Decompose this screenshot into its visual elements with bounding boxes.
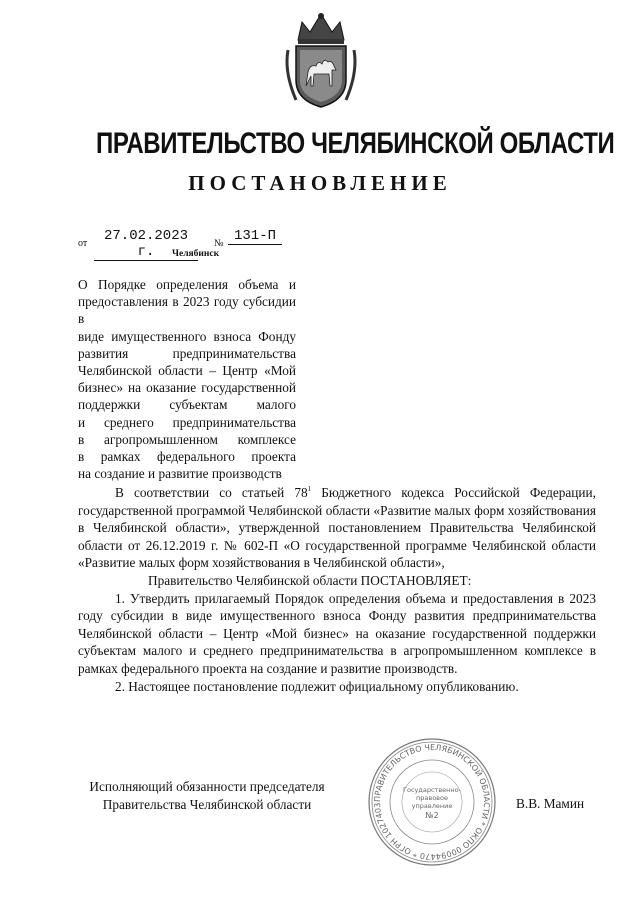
seal-inner-text: правовое bbox=[416, 794, 448, 802]
body-paragraph-2: Правительство Челябинской области ПОСТАНОВЛЯЕТ: bbox=[148, 572, 472, 588]
document-number: 131-П bbox=[228, 228, 282, 245]
body-paragraph-3: 1. Утвердить прилагаемый Порядок определения объема и предоставления в 2023 году субсидии в виде имущественного взноса Фонду развития предпринимательства Челябинской области – Центр «Мой бизнес» на оказание государственной поддержки субъектам малого и среднего предпринимательства в агропромышленном комплексе в рамках федерального проекта на создание и развитие производств. bbox=[78, 590, 596, 676]
document-body bbox=[78, 484, 596, 695]
subject-line: в агропромышленном комплексе bbox=[78, 431, 296, 447]
subject-line: на создание и развитие производств bbox=[78, 466, 282, 482]
subject-line: бизнес» на оказание государственной bbox=[78, 380, 296, 396]
number-prefix: № bbox=[214, 238, 224, 249]
government-title: ПРАВИТЕЛЬСТВО ЧЕЛЯБИНСКОЙ ОБЛАСТИ bbox=[96, 127, 615, 160]
signatory-name: В.В. Мамин bbox=[516, 796, 585, 811]
superscript: 1 bbox=[307, 485, 312, 493]
position-line: Правительства Челябинской области bbox=[102, 797, 312, 812]
body-paragraph-4: 2. Настоящее постановление подлежит официальному опубликованию. bbox=[115, 678, 519, 694]
date-prefix: от bbox=[78, 238, 88, 249]
subject-line: в рамках федерального проекта bbox=[78, 449, 296, 465]
paragraph-text: В соответствии со статьей 78 bbox=[115, 485, 308, 500]
official-seal-icon bbox=[366, 736, 498, 868]
seal-outer-text: ПРАВИТЕЛЬСТВО ЧЕЛЯБИНСКОЙ ОБЛАСТИ * ОКПО 00094470 * ОГРН 1027403 bbox=[372, 742, 492, 862]
seal-inner-text: управление bbox=[411, 802, 453, 810]
position-line: Исполняющий обязанности председателя bbox=[89, 779, 325, 794]
subject-line: виде имущественного взноса Фонду bbox=[78, 328, 296, 344]
subject-line: и среднего предпринимательства bbox=[78, 414, 296, 430]
seal-inner-text: Государственно- bbox=[403, 786, 461, 794]
subject-line: развития предпринимательства bbox=[78, 345, 296, 361]
coat-of-arms-icon bbox=[284, 10, 358, 110]
subject-line: предоставления в 2023 году субсидии в bbox=[78, 294, 296, 327]
city: Челябинск bbox=[172, 249, 220, 259]
document-subject bbox=[78, 276, 296, 482]
subject-line: поддержки субъектам малого bbox=[78, 397, 296, 413]
subject-line: Челябинской области – Центр «Мой bbox=[78, 363, 296, 379]
seal-inner-text: №2 bbox=[425, 811, 439, 820]
paragraph-text: Бюджетного кодекса Российской Федерации, государственной программой Челябинской области «Развитие малых форм хозяйствования в Челябинской области», утвержденной постановлением Правительства Челябинской области от 26.12.2019 г. № 602-П «О государственной программе Челябинской области «Развитие малых форм хозяйствования в Челябинской области», bbox=[78, 485, 596, 571]
body-paragraph-1 bbox=[78, 484, 596, 572]
signatory-position bbox=[70, 778, 344, 814]
document-date: 27.02.2023 г. bbox=[94, 228, 198, 261]
subject-line: О Порядке определения объема и bbox=[78, 277, 296, 292]
document-type: ПОСТАНОВЛЕНИЕ bbox=[188, 171, 452, 195]
